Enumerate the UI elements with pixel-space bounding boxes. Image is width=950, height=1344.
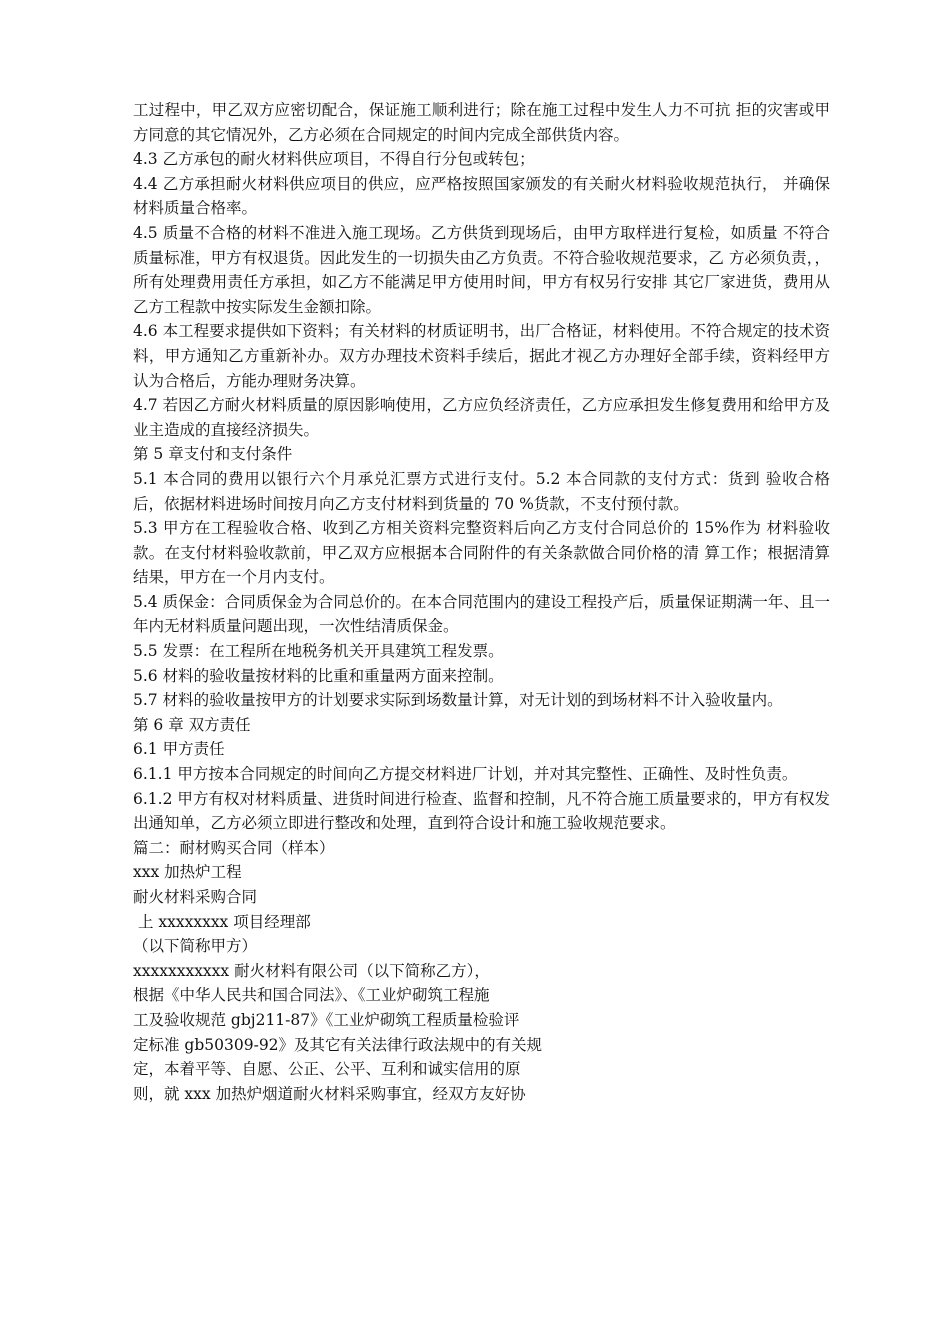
preamble-block <box>133 983 566 1106</box>
clause-5-7: 5.7 材料的验收量按甲方的计划要求实际到场数量计算，对无计划的到场材料不计入验收量内。 <box>133 691 783 710</box>
clause-4-3: 4.3 乙方承包的耐火材料供应项目，不得自行分包或转包； <box>133 150 535 169</box>
preamble-line: 定，本着平等、自愿、公正、公平、互利和诚实信用的原 <box>133 1060 521 1079</box>
preamble-line: 定标准 gb50309-92》及其它有关法律行政法规中的有关规 <box>133 1035 543 1054</box>
clause-5-3: 5.3 甲方在工程验收合格、收到乙方相关资料完整资料后向乙方支付合同总价的 15%作为 材料验收款。在支付材料验收款前，甲乙双方应根据本合同附件的有关条款做合同价格的清 算工作；根据清算结果，甲方在一个月内支付。 <box>133 519 830 587</box>
clause-5-5: 5.5 发票：在工程所在地税务机关开具建筑工程发票。 <box>133 642 504 661</box>
party-a-name: 上 xxxxxxxx 项目经理部 <box>133 912 311 931</box>
party-a-note: （以下简称甲方） <box>133 937 258 956</box>
clause-4-5: 4.5 质量不合格的材料不准进入施工现场。乙方供货到现场后，由甲方取样进行复检，如质量 不符合质量标准，甲方有权退货。因此发生的一切损失由乙方负责。不符合验收规范要求，乙 方必须负责，，所有处理费用责任方承担，如乙方不能满足甲方使用时间，甲方有权另行安排 其它厂家进货，费用从乙方工程款中按实际发生金额扣除。 <box>133 223 830 316</box>
clause-6-1-1: 6.1.1 甲方按本合同规定的时间向乙方提交材料进厂计划，并对其完整性、正确性、及时性负责。 <box>133 765 798 784</box>
clause-5-4: 5.4 质保金：合同质保金为合同总价的。在本合同范围内的建设工程投产后，质量保证期满一年、且一年内无材料质量问题出现，一次性结清质保金。 <box>133 592 830 636</box>
party-b-name: xxxxxxxxxxx 耐火材料有限公司（以下简称乙方）， <box>133 961 490 980</box>
chapter-6-heading: 第 6 章 双方责任 <box>133 715 251 734</box>
part-two-title: 篇二：耐材购买合同（样本） <box>133 838 335 857</box>
document-body <box>133 98 830 1106</box>
project-name: xxx 加热炉工程 <box>133 863 242 882</box>
chapter-5-heading: 第 5 章支付和支付条件 <box>133 445 293 464</box>
clause-4-7: 4.7 若因乙方耐火材料质量的原因影响使用，乙方应负经济责任，乙方应承担发生修复费用和给甲方及业主造成的直接经济损失。 <box>133 396 830 439</box>
preamble-line: 工及验收规范 gbj211-87》《工业炉砌筑工程质量检验评 <box>133 1010 520 1029</box>
preamble-line: 则，就 xxx 加热炉烟道耐火材料采购事宜，经双方友好协 <box>133 1084 526 1103</box>
clause-5-6: 5.6 材料的验收量按材料的比重和重量两方面来控制。 <box>133 666 504 685</box>
preamble-line: 根据《中华人民共和国合同法》、《工业炉砌筑工程施 <box>133 986 490 1005</box>
paragraph-continuation: 工过程中，甲乙双方应密切配合，保证施工顺利进行；除在施工过程中发生人力不可抗 拒的灾害或甲方同意的其它情况外，乙方必须在合同规定的时间内完成全部供货内容。 <box>133 101 830 144</box>
clause-4-4: 4.4 乙方承担耐火材料供应项目的供应，应严格按照国家颁发的有关耐火材料验收规范执行， 并确保材料质量合格率。 <box>133 174 830 218</box>
clause-6-1-2: 6.1.2 甲方有权对材料质量、进货时间进行检查、监督和控制，凡不符合施工质量要求的，甲方有权发出通知单，乙方必须立即进行整改和处理，直到符合设计和施工验收规范要求。 <box>133 789 830 833</box>
section-6-1-heading: 6.1 甲方责任 <box>133 740 225 759</box>
contract-title: 耐火材料采购合同 <box>133 888 258 906</box>
clause-5-1-5-2: 5.1 本合同的费用以银行六个月承兑汇票方式进行支付。5.2 本合同款的支付方式：货到 验收合格后，依据材料进场时间按月向乙方支付材料到货量的 70 %货款，不支付预付款。 <box>133 469 830 513</box>
clause-4-6: 4.6 本工程要求提供如下资料；有关材料的材质证明书，出厂合格证，材料使用。不符合规定的技术资料，甲方通知乙方重新补办。双方办理技术资料手续后，据此才视乙方办理好全部手续，资料经甲方认为合格后，方能办理财务决算。 <box>133 322 830 390</box>
